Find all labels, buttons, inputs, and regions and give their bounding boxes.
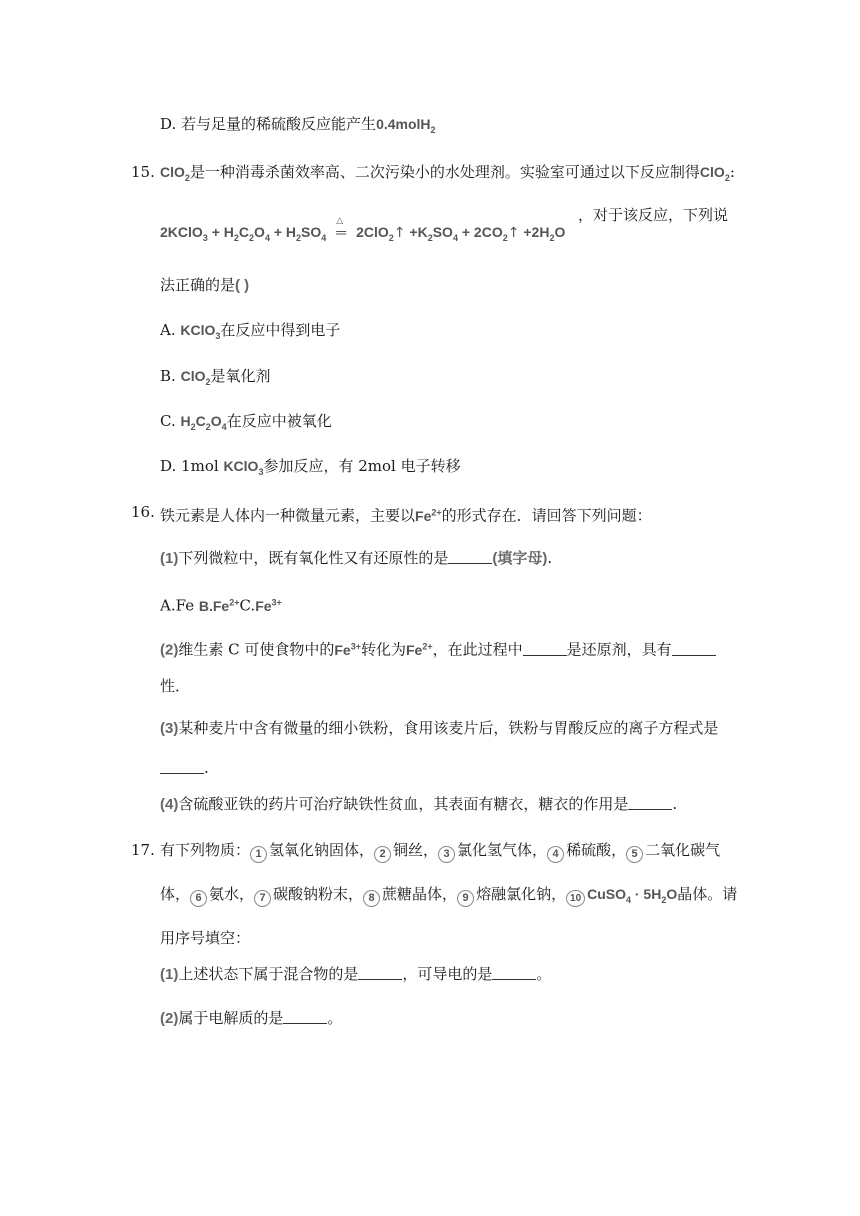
q15-option-c[interactable]: C. $H_2C_2O_4$在反应中被氧化 [160,412,332,432]
circled-number: 9 [457,890,474,907]
q15-stem-line3: 法正确的是( ) [160,276,250,294]
q14-option-d: D. 若与足量的稀硫酸反应能产生0.4molH$_2$ [160,115,436,135]
q17-stem-line2: 体， 6 氨水， 7 碳酸钠粉末， 8 蔗糖晶体， 9 熔融氯化钠， 10 CuSO$_4$ · $5H_2O$晶体。请 [160,882,737,912]
circled-number: 6 [190,890,207,907]
circled-number: 3 [438,846,455,863]
q16-part3: (3)某种麦片中含有微量的细小铁粉，食用该麦片后，铁粉与胃酸反应的离子方程式是 [160,719,719,737]
q15-option-b[interactable]: B. ClO$_2$是氧化剂 [160,367,271,387]
circled-number: 8 [363,890,380,907]
circled-number: 2 [374,846,391,863]
circled-number: 1 [250,846,267,863]
formula-clo2: ClO$_2$ [160,164,190,183]
formula-fe2plus: $Fe^{2+}$ [415,507,442,524]
q17-stem-line1: 有下列物质： 1 氢氧化钠固体， 2 铜丝， 3 氯化氢气体， 4 稀硫酸， 5 二氧化碳气 [160,838,720,863]
q17-stem-line3: 用序号填空： [160,929,251,947]
q17-part2: (2)属于电解质的是 。 [160,1009,343,1027]
circled-number: 10 [566,890,585,907]
answer-blank[interactable] [448,549,492,564]
formula-fe2plus: $Fe^{2+}$ [405,641,433,658]
formula-h2c2o4: $H_2C_2O_4$ [180,413,227,432]
answer-blank[interactable] [358,965,402,980]
q16-part2-end: 性． [160,677,191,695]
formula-h2-amount: 0.4molH$_2$ [376,116,436,135]
answer-paren: ( ) [235,277,250,294]
q15-equation-tail: ，对于该反应，下列说 [578,206,729,224]
q14-option-d-text: 若与足量的稀硫酸反应能产生 [181,115,377,133]
choice-c-fe3plus: $Fe^{3+}$ [255,597,282,614]
formula-clo2: ClO$_2$ [180,368,211,387]
formula-clo2: ClO$_2$ [699,164,730,183]
formula-kclo3: KClO$_3$ [180,322,221,341]
answer-blank[interactable] [492,965,536,980]
reaction-equation: 2KClO$_3$ + $H_2C_2O_4 + H_2SO_4$ △ ═ 2ClO$_2$↑ $+K_2SO_4$ + $2CO_2↑ +2H_2O$ [160,215,566,243]
q15-option-d[interactable]: D. 1mol KClO$_3$参加反应，有 2mol 电子转移 [160,457,461,477]
q15-number: 15. [131,163,155,181]
q16-stem: 铁元素是人体内一种微量元素，主要以$Fe^{2+}$的形式存在．请回答下列问题： [160,506,652,525]
choice-b-fe2plus: $B.Fe^{2+}$ [198,597,240,614]
q17-part1: (1)上述状态下属于混合物的是 ，可导电的是 。 [160,965,552,983]
formula-kclo3: KClO$_3$ [223,458,264,477]
q16-part1-choices: A.Fe $B.Fe^{2+}C.Fe^{3+}$ [160,596,282,615]
q16-part2: (2)维生素 C 可使食物中的$Fe^{3+}$转化为$Fe^{2+}$，在此过程中 是还原剂，具有 [160,634,716,663]
q15-equation-line [160,215,566,250]
circled-number: 4 [547,846,564,863]
q16-number: 16. [131,503,155,521]
answer-blank[interactable] [283,1009,327,1024]
q17-number: 17. [131,841,155,859]
answer-blank[interactable] [628,795,672,810]
answer-blank[interactable] [523,641,567,656]
answer-blank[interactable] [672,641,716,656]
circled-number: 5 [626,846,643,863]
q15-stem-line1: ClO$_2$是一种消毒杀菌效率高、二次污染小的水处理剂。实验室可通过以下反应制得ClO$_2$: [160,163,735,183]
formula-cuso4-5h2o: CuSO$_4$ · $5H_2O$ [587,886,678,905]
q16-part4: (4)含硫酸亚铁的药片可治疗缺铁性贫血，其表面有糖衣，糖衣的作用是 . [160,795,678,813]
q16-part3-answer: . [160,756,209,780]
q16-part1: (1)下列微粒中，既有氧化性又有还原性的是 (填字母). [160,549,553,567]
answer-blank[interactable] [160,759,204,774]
circled-number: 7 [254,890,271,907]
q15-option-a[interactable]: A. KClO$_3$在反应中得到电子 [160,321,341,341]
formula-fe3plus: $Fe^{3+}$ [334,641,361,658]
